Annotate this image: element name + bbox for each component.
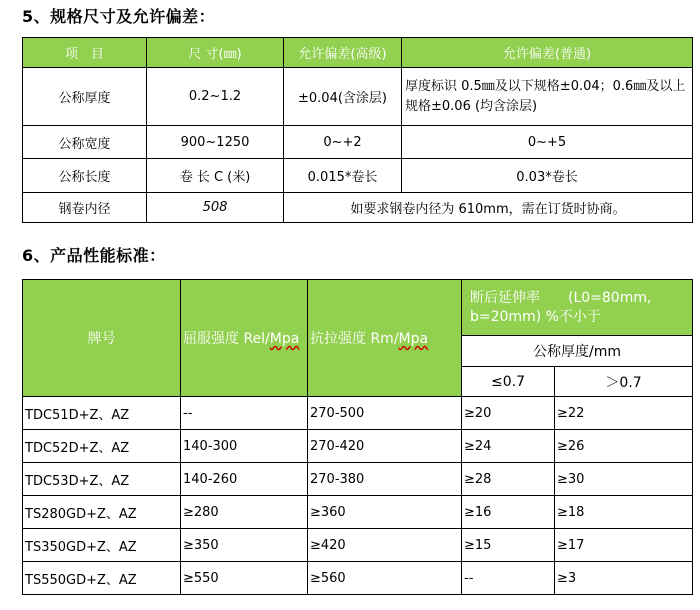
header-size: 尺 寸(㎜) <box>147 38 284 68</box>
table-row <box>23 562 693 595</box>
tensile-cell: ≥560 <box>308 562 462 595</box>
header-grade: 牌号 <box>23 280 181 397</box>
header-tolerance-normal: 允许偏差(普通) <box>402 38 693 68</box>
row-thickness-high: ±0.04(含涂层) <box>284 68 402 126</box>
elongation-le-cell: ≥28 <box>462 463 555 496</box>
yield-cell: 140-300 <box>181 430 308 463</box>
header-yield-label: 屈服强度 Rel/ <box>183 331 270 347</box>
header-thickness-le: ≤0.7 <box>462 367 555 397</box>
yield-cell: ≥550 <box>181 562 308 595</box>
table-row <box>23 430 693 463</box>
yield-cell: -- <box>181 397 308 430</box>
row-coil-size: 508 <box>147 193 284 223</box>
performance-table <box>22 279 693 595</box>
section5-heading: 5、规格尺寸及允许偏差： <box>22 7 216 26</box>
elongation-le-cell: ≥24 <box>462 430 555 463</box>
row-coil-note: 如要求钢卷内径为 610mm，需在订货时协商。 <box>284 193 693 223</box>
header-thickness-gt: ＞0.7 <box>555 367 693 397</box>
elongation-gt-cell: ≥3 <box>555 562 693 595</box>
header-elongation <box>462 280 693 336</box>
row-length-normal: 0.03*卷长 <box>402 159 693 193</box>
header-tolerance-high: 允许偏差(高级) <box>284 38 402 68</box>
header-elongation-line2: b=20mm) %不小于 <box>470 308 601 325</box>
spec-tolerance-table <box>22 37 693 223</box>
grade-cell: TDC52D+Z、AZ <box>23 430 181 463</box>
yield-cell: ≥280 <box>181 496 308 529</box>
tensile-cell: ≥420 <box>308 529 462 562</box>
table-row <box>23 496 693 529</box>
elongation-gt-cell: ≥26 <box>555 430 693 463</box>
grade-cell: TDC53D+Z、AZ <box>23 463 181 496</box>
tensile-cell: 270-420 <box>308 430 462 463</box>
row-thickness-size: 0.2~1.2 <box>147 68 284 126</box>
table-row <box>23 397 693 430</box>
elongation-le-cell: ≥15 <box>462 529 555 562</box>
yield-cell: ≥350 <box>181 529 308 562</box>
elongation-gt-cell: ≥18 <box>555 496 693 529</box>
row-length-size: 卷 长 C (米) <box>147 159 284 193</box>
tensile-cell: ≥360 <box>308 496 462 529</box>
header-tensile-label: 抗拉强度 Rm/ <box>310 331 399 347</box>
header-yield <box>181 280 308 397</box>
row-length-item: 公称长度 <box>23 159 147 193</box>
header-elongation-line1: 断后延伸率 (L0=80mm, <box>470 289 652 306</box>
table-row <box>23 529 693 562</box>
row-width-item: 公称宽度 <box>23 126 147 159</box>
grade-cell: TS550GD+Z、AZ <box>23 562 181 595</box>
row-width-high: 0~+2 <box>284 126 402 159</box>
tensile-cell: 270-500 <box>308 397 462 430</box>
yield-cell: 140-260 <box>181 463 308 496</box>
row-width-normal: 0~+5 <box>402 126 693 159</box>
grade-cell: TS280GD+Z、AZ <box>23 496 181 529</box>
grade-cell: TS350GD+Z、AZ <box>23 529 181 562</box>
elongation-gt-cell: ≥17 <box>555 529 693 562</box>
row-thickness-item: 公称厚度 <box>23 68 147 126</box>
elongation-le-cell: ≥20 <box>462 397 555 430</box>
elongation-le-cell: -- <box>462 562 555 595</box>
header-item: 项 目 <box>23 38 147 68</box>
header-tensile-unit: Mpa <box>398 331 429 347</box>
row-width-size: 900~1250 <box>147 126 284 159</box>
section6-heading: 6、产品性能标准： <box>22 246 166 265</box>
row-length-high: 0.015*卷长 <box>284 159 402 193</box>
grade-cell: TDC51D+Z、AZ <box>23 397 181 430</box>
header-nominal-thickness: 公称厚度/mm <box>462 336 693 367</box>
tensile-cell: 270-380 <box>308 463 462 496</box>
row-thickness-normal: 厚度标识 0.5㎜及以下规格±0.04；0.6㎜及以上规格±0.06 (均含涂层) <box>402 68 693 126</box>
table-row <box>23 463 693 496</box>
elongation-le-cell: ≥16 <box>462 496 555 529</box>
elongation-gt-cell: ≥30 <box>555 463 693 496</box>
elongation-gt-cell: ≥22 <box>555 397 693 430</box>
row-coil-item: 钢卷内径 <box>23 193 147 223</box>
header-yield-unit: Mpa <box>269 331 300 347</box>
header-tensile <box>308 280 462 397</box>
